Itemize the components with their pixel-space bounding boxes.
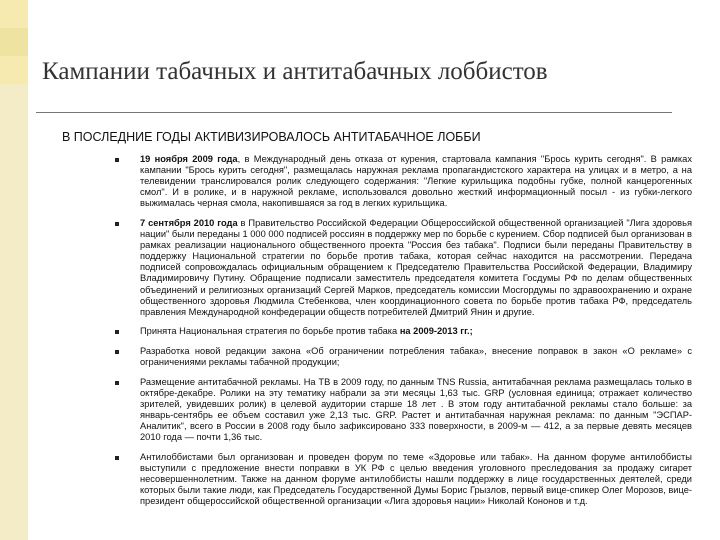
section-heading: В ПОСЛЕДНИЕ ГОДЫ АКТИВИЗИРОВАЛОСЬ АНТИТАБАЧНОЕ ЛОББИ xyxy=(62,130,481,144)
bullet-list xyxy=(112,154,692,516)
decorative-square xyxy=(0,28,28,56)
bullet-icon xyxy=(115,456,119,460)
item-text: в Правительство Российской Федерации Общероссийской общественной организацией "Лига здоровья нации" были переданы 1 000 000 подписей россиян в поддержку мер по борьбе с курением. Сбор подписей был организован в рамках реализации национального общественного проекта "Россия без табака". Подписи были переданы Правительству в поддержку Национальной стратегии по борьбе против табака, которая сейчас находится на рассмотрении. Передача подписей сопровождалась официальным обращением к Председателю Правительства Российской Федерации, Владимиру Владимировичу Путину. Обращение подписали заместитель председателя комитета Госдумы РФ по делам общественных объединений и религиозных организаций Сергей Марков, председатель комиссии Мосгордумы по здравоохранению и охране общественного здоровья Людмила Стебенкова, член координационного совета по борьбе против табака РФ, председатель правления Международной конфедерации обществ потребителей Дмитрий Янин и другие. xyxy=(140,217,693,317)
slide-title: Кампании табачных и антитабачных лоббистов xyxy=(42,58,548,85)
list-item xyxy=(112,218,692,318)
item-lead: 7 сентября 2010 года xyxy=(140,217,238,228)
decorative-left-bar xyxy=(0,0,28,540)
bullet-icon xyxy=(115,330,119,334)
bullet-icon xyxy=(115,222,119,226)
bullet-icon xyxy=(115,158,119,162)
item-text: , в Международный день отказа от курения, стартовала кампания "Брось курить сегодня". В рамках кампании "Брось курить сегодня", размещалась наружная реклама пропагандистского характера на улицах и в метро, а на телевидении транслировался ролик следующего содержания: "Легкие курильщика подобны губке, полной канцерогенных смол". И в ролике, и в наружной рекламе, использовался довольно жесткий информационный посыл - из губки-легкого выжималась черная смола, накопившаяся за год в легких курильщика. xyxy=(140,154,692,209)
list-item xyxy=(112,377,692,444)
decorative-square xyxy=(0,0,28,28)
list-item xyxy=(112,452,692,507)
list-item xyxy=(112,346,692,368)
decorative-square xyxy=(0,56,28,84)
list-item xyxy=(112,154,692,209)
bullet-icon xyxy=(115,350,119,354)
title-divider xyxy=(36,112,672,113)
item-text: Разработка новой редакции закона «Об ограничении потребления табака», внесение поправок в закон «О рекламе» с ограничениями рекламы табачной продукции; xyxy=(140,345,692,367)
item-text: Размещение антитабачной рекламы. На ТВ в 2009 году, по данным TNS Russia, антитабачная реклама размещалась только в октябре-декабре. Ролики на эту тематику набрали за эти месяцы 1,63 тыс. GRP (условная единица; отражает количество зрителей, увидевших ролик) в целевой аудитории старше 18 лет . В этом году антитабачной рекламы стало больше: за январь-сентябрь ее объем составил уже 2,13 тыс. GRP. Растет и антитабачная наружная реклама: по данным "ЭСПАР-Аналитик", всего в России в 2008 году было зафиксировано 333 поверхности, в 2009-м — 412, а за первые девять месяцев 2010 года — почти 1,36 тыс. xyxy=(140,376,692,443)
item-tail: на 2009-2013 гг.; xyxy=(399,326,473,337)
item-text: Антилоббистами был организован и проведен форум по теме «Здоровье или табак». На данном форуме антилоббисты выступили с предложение внести поправки в УК РФ с целью введения уголовного преследования за продажу сигарет несовершеннолетним. Также на данном форуме антилоббисты нашли поддержку в лице государственных деятелей, среди которых были такие люди, как Председатель Государственной Думы Борис Грызлов, первый вице-спикер Олег Морозов, вице-президент общероссийской общественной организации «Лига здоровья нации» Николай Кононов и т.д. xyxy=(140,451,692,507)
bullet-icon xyxy=(115,381,119,385)
list-item xyxy=(112,326,692,337)
item-lead: 19 ноября 2009 года xyxy=(140,154,238,164)
item-text: Принята Национальная стратегия по борьбе против табака xyxy=(140,326,400,337)
